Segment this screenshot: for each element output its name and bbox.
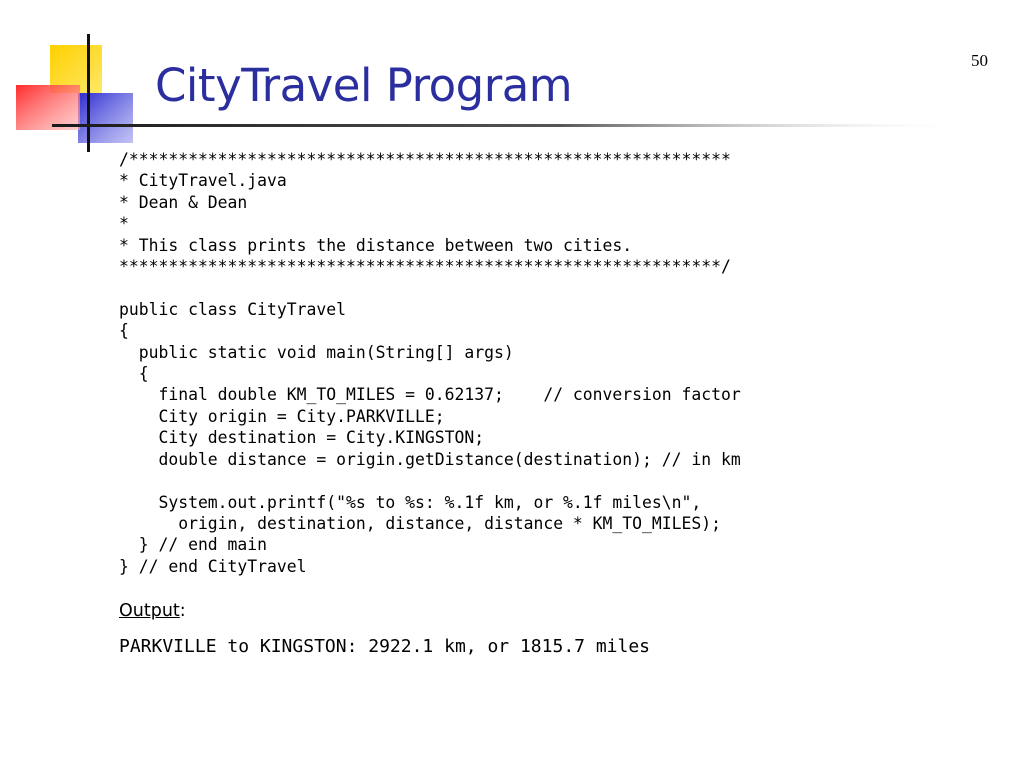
code-line: { bbox=[119, 321, 129, 341]
slide-title: CityTravel Program bbox=[155, 59, 573, 112]
code-line: City destination = City.KINGSTON; bbox=[119, 428, 485, 448]
code-line: City origin = City.PARKVILLE; bbox=[119, 406, 445, 426]
code-line: * Dean & Dean bbox=[119, 192, 248, 212]
code-line: public class CityTravel bbox=[119, 299, 346, 319]
code-line: } // end main bbox=[119, 535, 268, 555]
logo-red-square bbox=[16, 85, 80, 130]
code-line: { bbox=[119, 364, 149, 384]
code-line: /************************************************************* bbox=[119, 150, 731, 169]
code-line: double distance = origin.getDistance(destination); // in km bbox=[119, 449, 741, 469]
slide-number: 50 bbox=[971, 51, 988, 70]
output-label: Output bbox=[119, 601, 180, 621]
code-line: * This class prints the distance between two cities. bbox=[119, 235, 633, 255]
logo-blue-square bbox=[78, 93, 133, 143]
title-rule bbox=[52, 124, 972, 127]
code-listing bbox=[119, 149, 741, 577]
program-output: PARKVILLE to KINGSTON: 2922.1 km, or 1815.7 miles bbox=[119, 636, 651, 657]
code-line: origin, destination, distance, distance * KM_TO_MILES); bbox=[119, 513, 721, 533]
output-heading bbox=[119, 601, 186, 621]
code-line: } // end CityTravel bbox=[119, 556, 307, 576]
code-line: System.out.printf("%s to %s: %.1f km, or %.1f miles\n", bbox=[119, 492, 702, 512]
code-line: *************************************************************/ bbox=[119, 257, 731, 277]
code-line: public static void main(String[] args) bbox=[119, 342, 514, 362]
code-line: * CityTravel.java bbox=[119, 171, 287, 191]
code-line: final double KM_TO_MILES = 0.62137; // conversion factor bbox=[119, 385, 741, 405]
logo-vertical-line bbox=[87, 34, 90, 152]
code-line: * bbox=[119, 214, 129, 234]
output-colon: : bbox=[179, 601, 186, 621]
